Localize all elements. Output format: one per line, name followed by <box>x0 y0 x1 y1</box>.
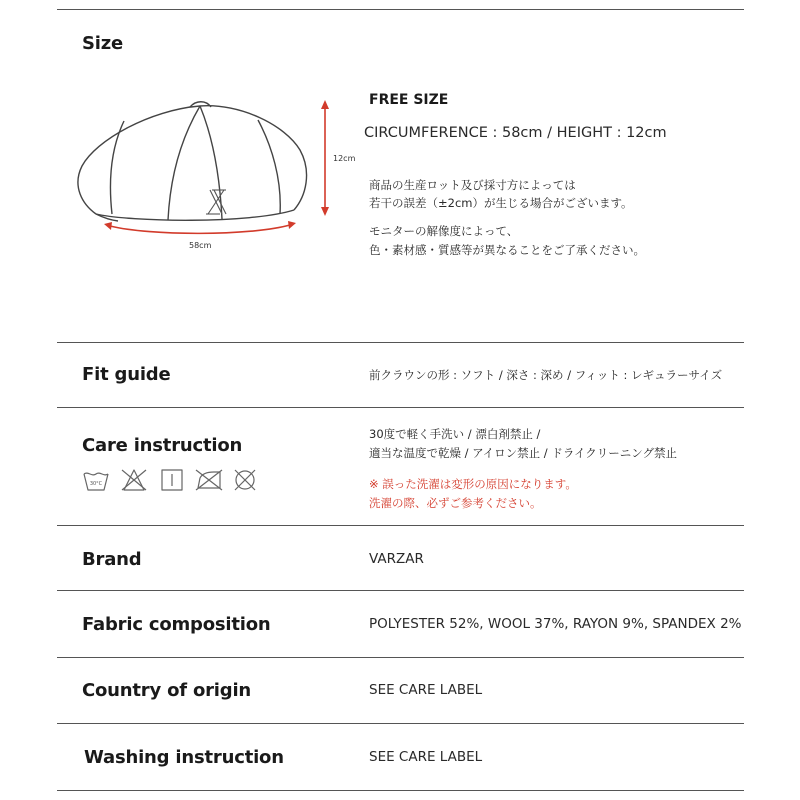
washing-value: SEE CARE LABEL <box>369 749 483 765</box>
no-iron-icon <box>196 470 222 490</box>
washing-title: Washing instruction <box>84 747 284 768</box>
care-warning-line-2: 洗濯の際、必ずご参考ください。 <box>369 496 542 510</box>
origin-title: Country of origin <box>82 680 252 701</box>
height-label: 12cm <box>333 154 356 163</box>
measurements-text: CIRCUMFERENCE : 58cm / HEIGHT : 12cm <box>364 125 667 141</box>
origin-value: SEE CARE LABEL <box>369 682 483 698</box>
size-note-line-2: 若干の誤差（±2cm）が生じる場合がございます。 <box>369 196 633 210</box>
care-line-2: 適当な温度で乾燥 / アイロン禁止 / ドライクリーニング禁止 <box>369 446 678 460</box>
free-size-label: FREE SIZE <box>369 92 449 108</box>
line-dry-icon <box>162 470 182 490</box>
size-note-line-3: モニターの解像度によって、 <box>369 224 519 238</box>
width-label: 58cm <box>189 241 212 250</box>
brand-value: VARZAR <box>369 551 424 567</box>
brand-title: Brand <box>82 549 142 570</box>
size-title: Size <box>82 33 124 54</box>
fit-guide-value: 前クラウンの形 : ソフト / 深さ : 深め / フィット : レギュラーサイズ <box>369 368 723 382</box>
no-bleach-icon <box>122 470 146 490</box>
wash-temp-label: 30°C <box>89 481 103 487</box>
fit-guide-title: Fit guide <box>82 364 171 385</box>
care-instruction-title: Care instruction <box>82 435 243 456</box>
size-note-line-4: 色・素材感・質感等が異なることをご了承ください。 <box>369 243 645 257</box>
care-warning-line-1: ※ 誤った洗濯は変形の原因になります。 <box>369 477 577 491</box>
no-dry-clean-icon <box>235 470 255 490</box>
fabric-title: Fabric composition <box>82 614 271 635</box>
size-note-line-1: 商品の生産ロット及び採寸方によっては <box>369 178 576 192</box>
care-line-1: 30度で軽く手洗い / 漂白剤禁止 / <box>369 427 541 441</box>
fabric-value: POLYESTER 52%, WOOL 37%, RAYON 9%, SPANDEX 2% <box>369 616 742 632</box>
